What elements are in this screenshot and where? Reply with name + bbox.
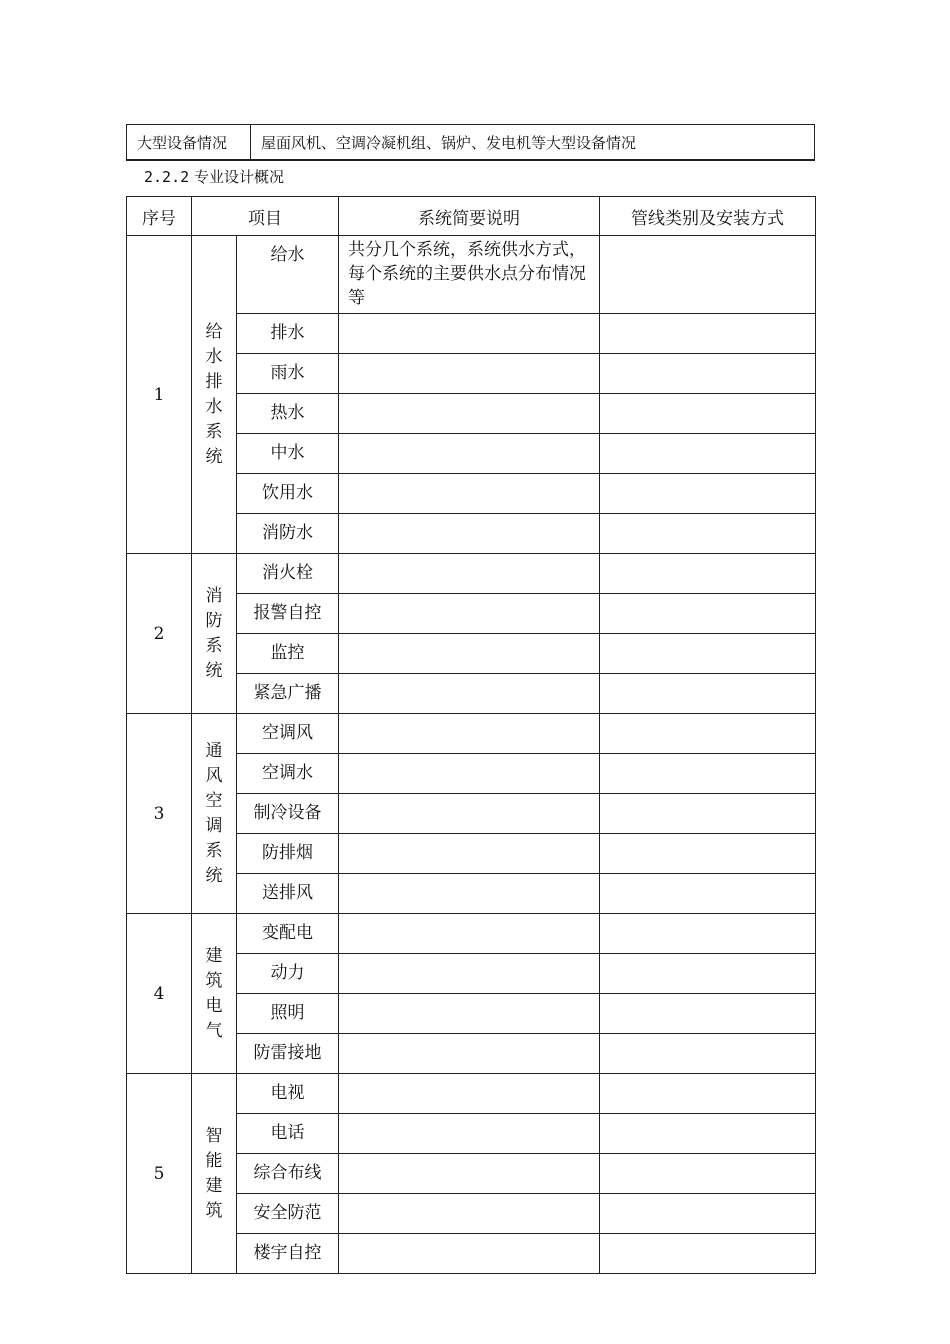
pipeline-cell <box>600 1114 816 1154</box>
description-cell <box>339 1234 600 1274</box>
description-cell <box>339 1154 600 1194</box>
category-char: 系 <box>205 421 223 442</box>
category-char: 气 <box>205 1020 223 1041</box>
pipeline-cell <box>600 354 816 394</box>
description-cell <box>339 674 600 714</box>
pipeline-cell <box>600 514 816 554</box>
pipeline-cell <box>600 754 816 794</box>
description-cell <box>339 834 600 874</box>
description-cell <box>339 554 600 594</box>
category-char: 建 <box>205 1175 223 1196</box>
item-name: 空调风 <box>237 714 339 754</box>
category-char: 能 <box>205 1150 223 1171</box>
system-category <box>192 914 237 1074</box>
item-name: 楼宇自控 <box>237 1234 339 1274</box>
header-no: 序号 <box>127 197 192 236</box>
table-row <box>127 236 816 314</box>
category-char: 风 <box>205 765 223 786</box>
description-cell <box>339 1194 600 1234</box>
description-cell <box>339 914 600 954</box>
category-char: 水 <box>205 396 223 417</box>
description-cell <box>339 874 600 914</box>
system-category <box>192 714 237 914</box>
pipeline-cell <box>600 714 816 754</box>
row-number: 4 <box>127 914 192 1074</box>
table-header-row <box>127 197 816 236</box>
equipment-table <box>126 124 815 161</box>
item-name: 电话 <box>237 1114 339 1154</box>
description-cell <box>339 594 600 634</box>
item-name: 紧急广播 <box>237 674 339 714</box>
system-category <box>192 1074 237 1274</box>
item-name: 排水 <box>237 314 339 354</box>
system-category <box>192 236 237 554</box>
description-cell <box>339 634 600 674</box>
pipeline-cell <box>600 674 816 714</box>
item-name: 电视 <box>237 1074 339 1114</box>
item-name: 报警自控 <box>237 594 339 634</box>
item-name: 变配电 <box>237 914 339 954</box>
design-overview-table <box>126 196 816 1274</box>
equipment-label: 大型设备情况 <box>127 125 251 161</box>
category-char: 统 <box>205 446 223 467</box>
pipeline-cell <box>600 236 816 314</box>
description-cell <box>339 794 600 834</box>
pipeline-cell <box>600 434 816 474</box>
pipeline-cell <box>600 794 816 834</box>
row-number: 3 <box>127 714 192 914</box>
pipeline-cell <box>600 634 816 674</box>
category-char: 统 <box>205 660 223 681</box>
table-row <box>127 714 816 754</box>
category-char: 通 <box>205 740 223 761</box>
item-name: 消防水 <box>237 514 339 554</box>
description-cell <box>339 474 600 514</box>
item-name: 空调水 <box>237 754 339 794</box>
description-cell <box>339 714 600 754</box>
item-name: 给水 <box>237 236 339 314</box>
section-heading <box>144 166 284 187</box>
description-cell: 共分几个系统，系统供水方式，每个系统的主要供水点分布情况等 <box>339 236 600 314</box>
item-name: 安全防范 <box>237 1194 339 1234</box>
category-char: 系 <box>205 635 223 656</box>
row-number: 5 <box>127 1074 192 1274</box>
pipeline-cell <box>600 834 816 874</box>
description-cell <box>339 1034 600 1074</box>
row-number: 1 <box>127 236 192 554</box>
pipeline-cell <box>600 874 816 914</box>
description-cell <box>339 754 600 794</box>
category-char: 水 <box>205 346 223 367</box>
item-name: 中水 <box>237 434 339 474</box>
category-char: 筑 <box>205 970 223 991</box>
pipeline-cell <box>600 1154 816 1194</box>
pipeline-cell <box>600 314 816 354</box>
item-name: 监控 <box>237 634 339 674</box>
item-name: 防雷接地 <box>237 1034 339 1074</box>
pipeline-cell <box>600 394 816 434</box>
description-cell <box>339 354 600 394</box>
pipeline-cell <box>600 594 816 634</box>
item-name: 送排风 <box>237 874 339 914</box>
item-name: 饮用水 <box>237 474 339 514</box>
equipment-value: 屋面风机、空调冷凝机组、锅炉、发电机等大型设备情况 <box>251 125 815 161</box>
pipeline-cell <box>600 1234 816 1274</box>
section-number: 2.2.2 <box>144 168 190 186</box>
header-pipeline: 管线类别及安装方式 <box>600 197 816 236</box>
description-cell <box>339 994 600 1034</box>
item-name: 照明 <box>237 994 339 1034</box>
item-name: 动力 <box>237 954 339 994</box>
item-name: 雨水 <box>237 354 339 394</box>
table-row <box>127 1074 816 1114</box>
section-title: 专业设计概况 <box>193 168 284 186</box>
pipeline-cell <box>600 554 816 594</box>
description-cell <box>339 394 600 434</box>
pipeline-cell <box>600 994 816 1034</box>
description-cell <box>339 1114 600 1154</box>
category-char: 空 <box>205 790 223 811</box>
pipeline-cell <box>600 954 816 994</box>
item-name: 防排烟 <box>237 834 339 874</box>
header-description: 系统简要说明 <box>339 197 600 236</box>
category-char: 给 <box>205 321 223 342</box>
pipeline-cell <box>600 1074 816 1114</box>
pipeline-cell <box>600 1194 816 1234</box>
row-number: 2 <box>127 554 192 714</box>
description-cell <box>339 314 600 354</box>
description-cell <box>339 954 600 994</box>
pipeline-cell <box>600 1034 816 1074</box>
description-cell <box>339 514 600 554</box>
category-char: 电 <box>205 995 223 1016</box>
category-char: 防 <box>205 610 223 631</box>
category-char: 调 <box>205 815 223 836</box>
system-category <box>192 554 237 714</box>
equipment-row <box>127 125 815 161</box>
category-char: 排 <box>205 371 223 392</box>
item-name: 消火栓 <box>237 554 339 594</box>
item-name: 热水 <box>237 394 339 434</box>
category-char: 统 <box>205 865 223 886</box>
category-char: 筑 <box>205 1200 223 1221</box>
table-row <box>127 554 816 594</box>
table-row <box>127 914 816 954</box>
description-cell <box>339 1074 600 1114</box>
item-name: 综合布线 <box>237 1154 339 1194</box>
pipeline-cell <box>600 474 816 514</box>
description-cell <box>339 434 600 474</box>
header-item: 项目 <box>192 197 339 236</box>
pipeline-cell <box>600 914 816 954</box>
category-char: 系 <box>205 840 223 861</box>
category-char: 智 <box>205 1125 223 1146</box>
item-name: 制冷设备 <box>237 794 339 834</box>
category-char: 消 <box>205 585 223 606</box>
category-char: 建 <box>205 945 223 966</box>
